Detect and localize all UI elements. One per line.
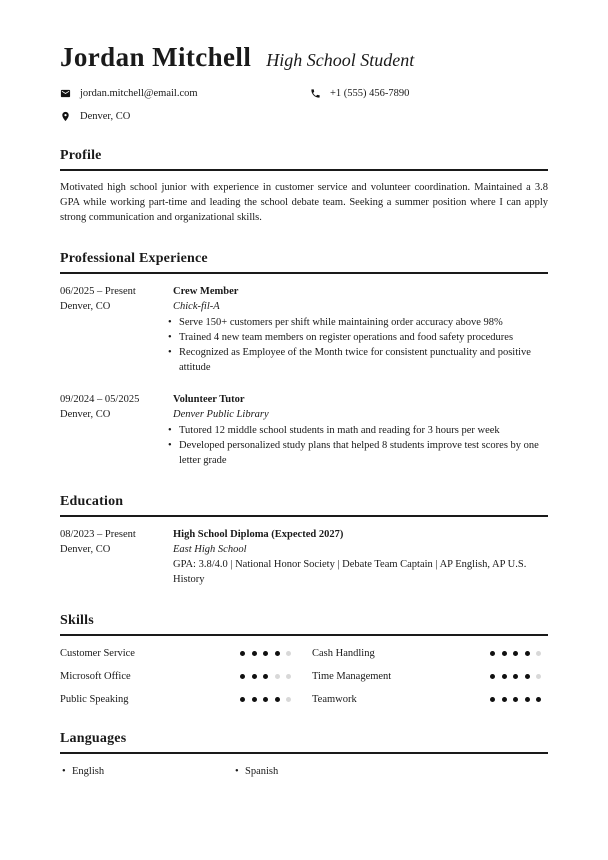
name-row [60, 42, 548, 73]
skill-level-dots [490, 697, 548, 702]
skill-name: Microsoft Office [60, 671, 131, 683]
entry-location: Denver, CO [60, 409, 111, 421]
languages-heading: Languages [60, 731, 548, 754]
language-item: • Spanish [233, 766, 406, 777]
entry-location: Denver, CO [60, 301, 111, 313]
entry-dates: 08/2023 – Present [60, 529, 136, 541]
skill-level-dots [240, 651, 312, 656]
dot-filled [502, 697, 507, 702]
entry-title: Crew Member [173, 286, 239, 298]
dot-filled [513, 674, 518, 679]
bullet-item: • Serve 150+ customers per shift while maintaining order accuracy above 98% [173, 315, 548, 330]
entry-bullets [173, 315, 548, 375]
skill-level-dots [490, 651, 548, 656]
dot-empty [286, 697, 291, 702]
experience-heading: Professional Experience [60, 251, 548, 274]
person-job-title: High School Student [266, 50, 415, 70]
dot-filled [240, 697, 245, 702]
envelope-icon [60, 88, 71, 99]
dot-filled [525, 651, 530, 656]
dot-filled [275, 651, 280, 656]
entry-meta [60, 392, 173, 468]
dot-empty [286, 651, 291, 656]
dot-filled [525, 697, 530, 702]
dot-filled [275, 697, 280, 702]
skill-level-dots [490, 674, 548, 679]
education-entries [60, 527, 548, 587]
entry-details: GPA: 3.8/4.0 | National Honor Society | Debate Team Captain | AP English, AP U.S. History [173, 559, 527, 586]
skills-grid [60, 648, 548, 705]
entry-organization: Denver Public Library [173, 409, 269, 421]
resume-header [60, 42, 548, 122]
skill-name: Cash Handling [312, 648, 375, 660]
dot-filled [525, 674, 530, 679]
contact-phone [310, 88, 548, 99]
skill-name: Customer Service [60, 648, 135, 660]
profile-heading: Profile [60, 148, 548, 171]
contact-phone-text: +1 (555) 456-7890 [330, 88, 410, 100]
entry-bullets [173, 423, 548, 468]
education-entry [60, 527, 548, 587]
dot-filled [263, 674, 268, 679]
skills-heading: Skills [60, 613, 548, 636]
contact-info [60, 88, 548, 122]
dot-filled [513, 697, 518, 702]
section-skills [60, 613, 548, 705]
dot-filled [490, 674, 495, 679]
profile-text: Motivated high school junior with experience in customer service and volunteer coordination. Maintained a 3.8 GPA while working part-time and leading the school debate team. Seeking a summer position where I can apply strong communication and organizational skills. [60, 182, 548, 224]
experience-entry [60, 284, 548, 375]
dot-filled [490, 651, 495, 656]
skill-level-dots [240, 674, 312, 679]
skill-name: Public Speaking [60, 694, 129, 706]
dot-filled [252, 651, 257, 656]
language-item: • English [60, 766, 233, 777]
bullet-item: • Trained 4 new team members on register operations and food safety procedures [173, 330, 548, 345]
dot-filled [263, 697, 268, 702]
dot-filled [252, 697, 257, 702]
dot-filled [252, 674, 257, 679]
dot-empty [286, 674, 291, 679]
dot-filled [536, 697, 541, 702]
entry-meta [60, 284, 173, 375]
dot-empty [536, 674, 541, 679]
entry-dates: 09/2024 – 05/2025 [60, 394, 140, 406]
experience-entries [60, 284, 548, 468]
dot-filled [502, 651, 507, 656]
experience-entry [60, 392, 548, 468]
dot-filled [490, 697, 495, 702]
location-pin-icon [60, 111, 71, 122]
contact-email [60, 88, 310, 99]
dot-filled [513, 651, 518, 656]
section-profile [60, 148, 548, 225]
entry-organization: East High School [173, 544, 247, 556]
dot-empty [275, 674, 280, 679]
entry-dates: 06/2025 – Present [60, 286, 136, 298]
dot-filled [263, 651, 268, 656]
dot-empty [536, 651, 541, 656]
bullet-item: • Tutored 12 middle school students in math and reading for 3 hours per week [173, 423, 548, 438]
section-languages [60, 731, 548, 777]
contact-location-text: Denver, CO [80, 111, 131, 123]
education-heading: Education [60, 494, 548, 517]
entry-location: Denver, CO [60, 544, 111, 556]
entry-body [173, 527, 548, 587]
contact-location [60, 111, 310, 122]
bullet-item: • Recognized as Employee of the Month twice for consistent punctuality and positive attitude [173, 345, 548, 375]
skill-name: Time Management [312, 671, 392, 683]
entry-body [173, 284, 548, 375]
entry-title: High School Diploma (Expected 2027) [173, 529, 344, 541]
entry-body [173, 392, 548, 468]
dot-filled [502, 674, 507, 679]
entry-title: Volunteer Tutor [173, 394, 245, 406]
dot-filled [240, 674, 245, 679]
contact-email-text: jordan.mitchell@email.com [80, 88, 198, 100]
phone-receiver-icon [310, 88, 321, 99]
languages-list [60, 766, 548, 777]
entry-meta [60, 527, 173, 587]
entry-organization: Chick-fil-A [173, 301, 220, 313]
section-education [60, 494, 548, 587]
skill-level-dots [240, 697, 312, 702]
dot-filled [240, 651, 245, 656]
skill-name: Teamwork [312, 694, 357, 706]
section-experience [60, 251, 548, 468]
bullet-item: • Developed personalized study plans that helped 8 students improve test scores by one letter grade [173, 438, 548, 468]
person-name: Jordan Mitchell [60, 42, 252, 72]
